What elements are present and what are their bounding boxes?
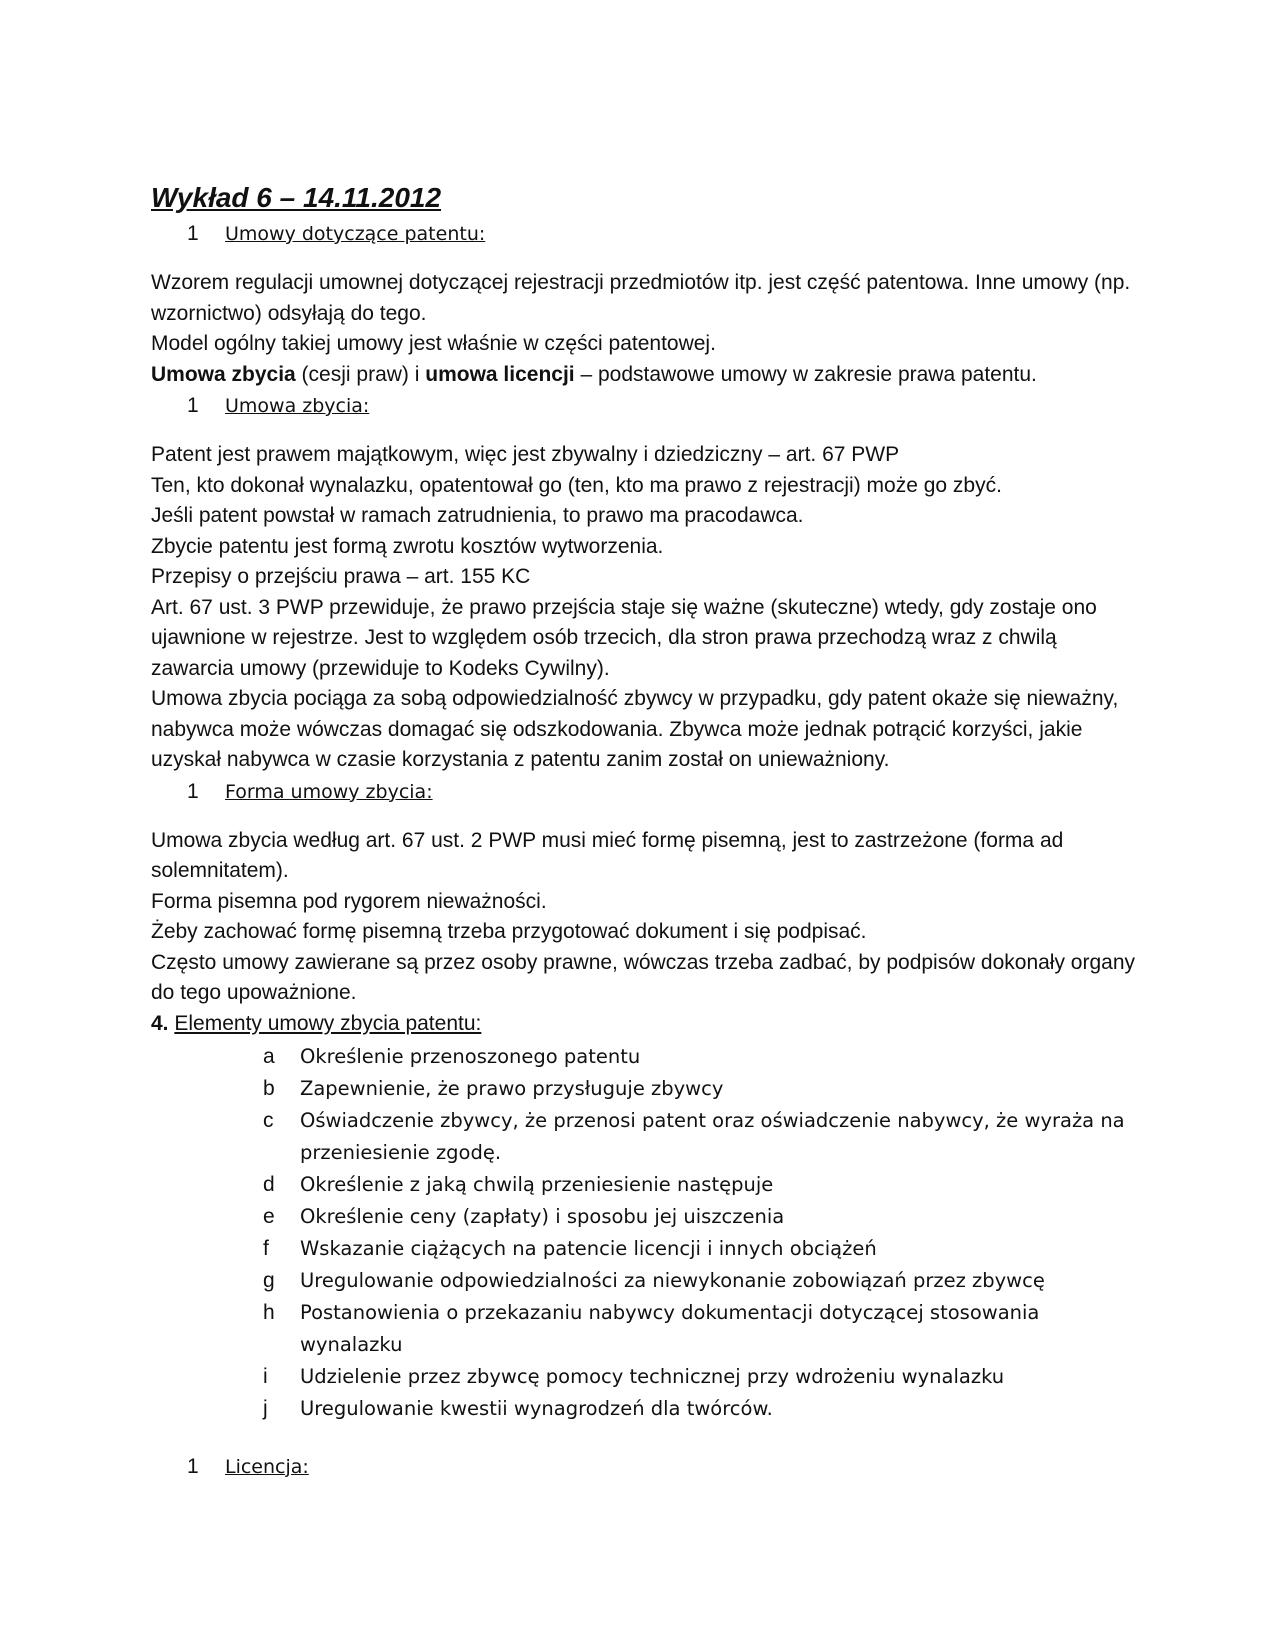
section-heading-licencja: [151, 1451, 1141, 1483]
list-item-text: Wskazanie ciążących na patencie licencji i innych obciążeń: [300, 1236, 877, 1260]
list-item: [151, 1265, 1141, 1297]
paragraph-line: Model ogólny takiej umowy jest właśnie w części patentowej.: [151, 332, 716, 355]
list-item: [151, 1233, 1141, 1265]
section-label: Licencja:: [225, 1455, 309, 1478]
paragraph-line: Patent jest prawem majątkowym, więc jest zbywalny i dziedziczny – art. 67 PWP: [151, 443, 900, 466]
list-item-text: Uregulowanie kwestii wynagrodzeń dla twórców.: [300, 1396, 773, 1420]
paragraph-line: Umowa zbycia pociąga za sobą odpowiedzialność zbywcy w przypadku, gdy patent okaże się nieważny, nabywca może wówczas domagać się odszkodowania. Zbywca może jednak potrącić korzyści, jakie uzyskał nabywca w czasie korzystania z patentu zanim został on unieważniony.: [151, 687, 1119, 771]
section-heading-elementy: [151, 1009, 1141, 1039]
paragraph-line: Przepisy o przejściu prawa – art. 155 KC: [151, 565, 531, 588]
section-number: 1: [187, 1454, 199, 1478]
section-heading-umowa-zbycia: [151, 390, 1141, 422]
list-item: [151, 1361, 1141, 1393]
section-heading-umowy: [151, 218, 1141, 250]
list-item: [151, 1393, 1141, 1425]
bold-term: umowa licencji: [425, 362, 575, 386]
elements-list: [151, 1041, 1141, 1425]
section-label: Forma umowy zbycia:: [225, 780, 433, 803]
paragraph-line: Ten, kto dokonał wynalazku, opatentował go (ten, kto ma prawo z rejestracji) może go zbyć.: [151, 473, 1002, 497]
paragraph-intro: [151, 268, 1141, 390]
list-item-text: Określenie z jaką chwilą przeniesienie następuje: [300, 1172, 774, 1196]
text-run: (cesji praw) i: [295, 362, 426, 386]
list-item-text: Udzielenie przez zbywcę pomocy technicznej przy wdrożeniu wynalazku: [300, 1364, 1005, 1388]
list-item-text: Postanowienia o przekazaniu nabywcy dokumentacji dotyczącej stosowania wynalazku: [300, 1300, 1040, 1356]
list-item-letter: f: [263, 1236, 269, 1260]
section-number: 1: [187, 394, 199, 417]
list-item-letter: c: [263, 1108, 274, 1132]
list-item-letter: i: [263, 1364, 268, 1388]
list-item-text: Określenie przenoszonego patentu: [300, 1044, 641, 1068]
list-item: [151, 1041, 1141, 1073]
paragraph-line: [151, 360, 1141, 391]
list-item-text: Zapewnienie, że prawo przysługuje zbywcy: [300, 1076, 724, 1100]
paragraph-line: Forma pisemna pod rygorem nieważności.: [151, 889, 547, 913]
list-item: [151, 1169, 1141, 1201]
list-item: [151, 1297, 1141, 1361]
list-item-letter: d: [263, 1172, 275, 1196]
paragraph-line: Żeby zachować formę pisemną trzeba przygotować dokument i się podpisać.: [151, 920, 867, 943]
paragraph-line: Jeśli patent powstał w ramach zatrudnienia, to prawo ma pracodawca.: [151, 504, 804, 527]
list-item-letter: b: [263, 1076, 275, 1100]
list-item-letter: g: [263, 1268, 275, 1292]
paragraph-umowa-zbycia: [151, 440, 1141, 776]
paragraph-line: Często umowy zawierane są przez osoby prawne, wówczas trzeba zadbać, by podpisów dokonały organy do tego upoważnione.: [151, 950, 1136, 1004]
list-item-letter: h: [263, 1300, 275, 1324]
list-item: [151, 1105, 1141, 1169]
paragraph-line: Zbycie patentu jest formą zwrotu kosztów wytworzenia.: [151, 534, 664, 558]
list-item-letter: e: [263, 1204, 275, 1228]
list-item-text: Uregulowanie odpowiedzialności za niewykonanie zobowiązań przez zbywcę: [300, 1268, 1045, 1292]
list-item: [151, 1201, 1141, 1233]
paragraph-forma: [151, 826, 1141, 1009]
section-number: 4.: [151, 1011, 169, 1035]
section-label: Elementy umowy zbycia patentu:: [174, 1011, 482, 1035]
list-item-text: Określenie ceny (zapłaty) i sposobu jej uiszczenia: [300, 1204, 785, 1228]
text-run: – podstawowe umowy w zakresie prawa patentu.: [574, 362, 1037, 386]
list-item-text: Oświadczenie zbywcy, że przenosi patent oraz oświadczenie nabywcy, że wyraża na przeniesienie zgodę.: [300, 1108, 1125, 1164]
section-number: 1: [187, 779, 199, 803]
section-label: Umowy dotyczące patentu:: [225, 223, 486, 245]
list-item-letter: j: [263, 1396, 268, 1420]
page-title: Wykład 6 – 14.11.2012: [151, 182, 442, 213]
section-heading-forma: [151, 776, 1141, 808]
section-label: Umowa zbycia:: [225, 395, 370, 417]
bold-term: Umowa zbycia: [151, 362, 296, 386]
paragraph-line: Umowa zbycia według art. 67 ust. 2 PWP musi mieć formę pisemną, jest to zastrzeżone (forma ad solemnitatem).: [151, 828, 1064, 882]
list-item-letter: a: [263, 1044, 275, 1068]
paragraph-line: Art. 67 ust. 3 PWP przewiduje, że prawo przejścia staje się ważne (skuteczne) wtedy, gdy zostaje ono ujawnione w rejestrze. Jest to względem osób trzecich, dla stron prawa przechodzą wraz z chwilą zawarcia umowy (przewiduje to Kodeks Cywilny).: [151, 595, 1097, 680]
paragraph-line: Wzorem regulacji umownej dotyczącej rejestracji przedmiotów itp. jest część patentowa. Inne umowy (np. wzornictwo) odsyłają do tego.: [151, 271, 1131, 325]
list-item: [151, 1073, 1141, 1105]
document-page: [151, 178, 1141, 1483]
section-number: 1: [187, 222, 199, 245]
